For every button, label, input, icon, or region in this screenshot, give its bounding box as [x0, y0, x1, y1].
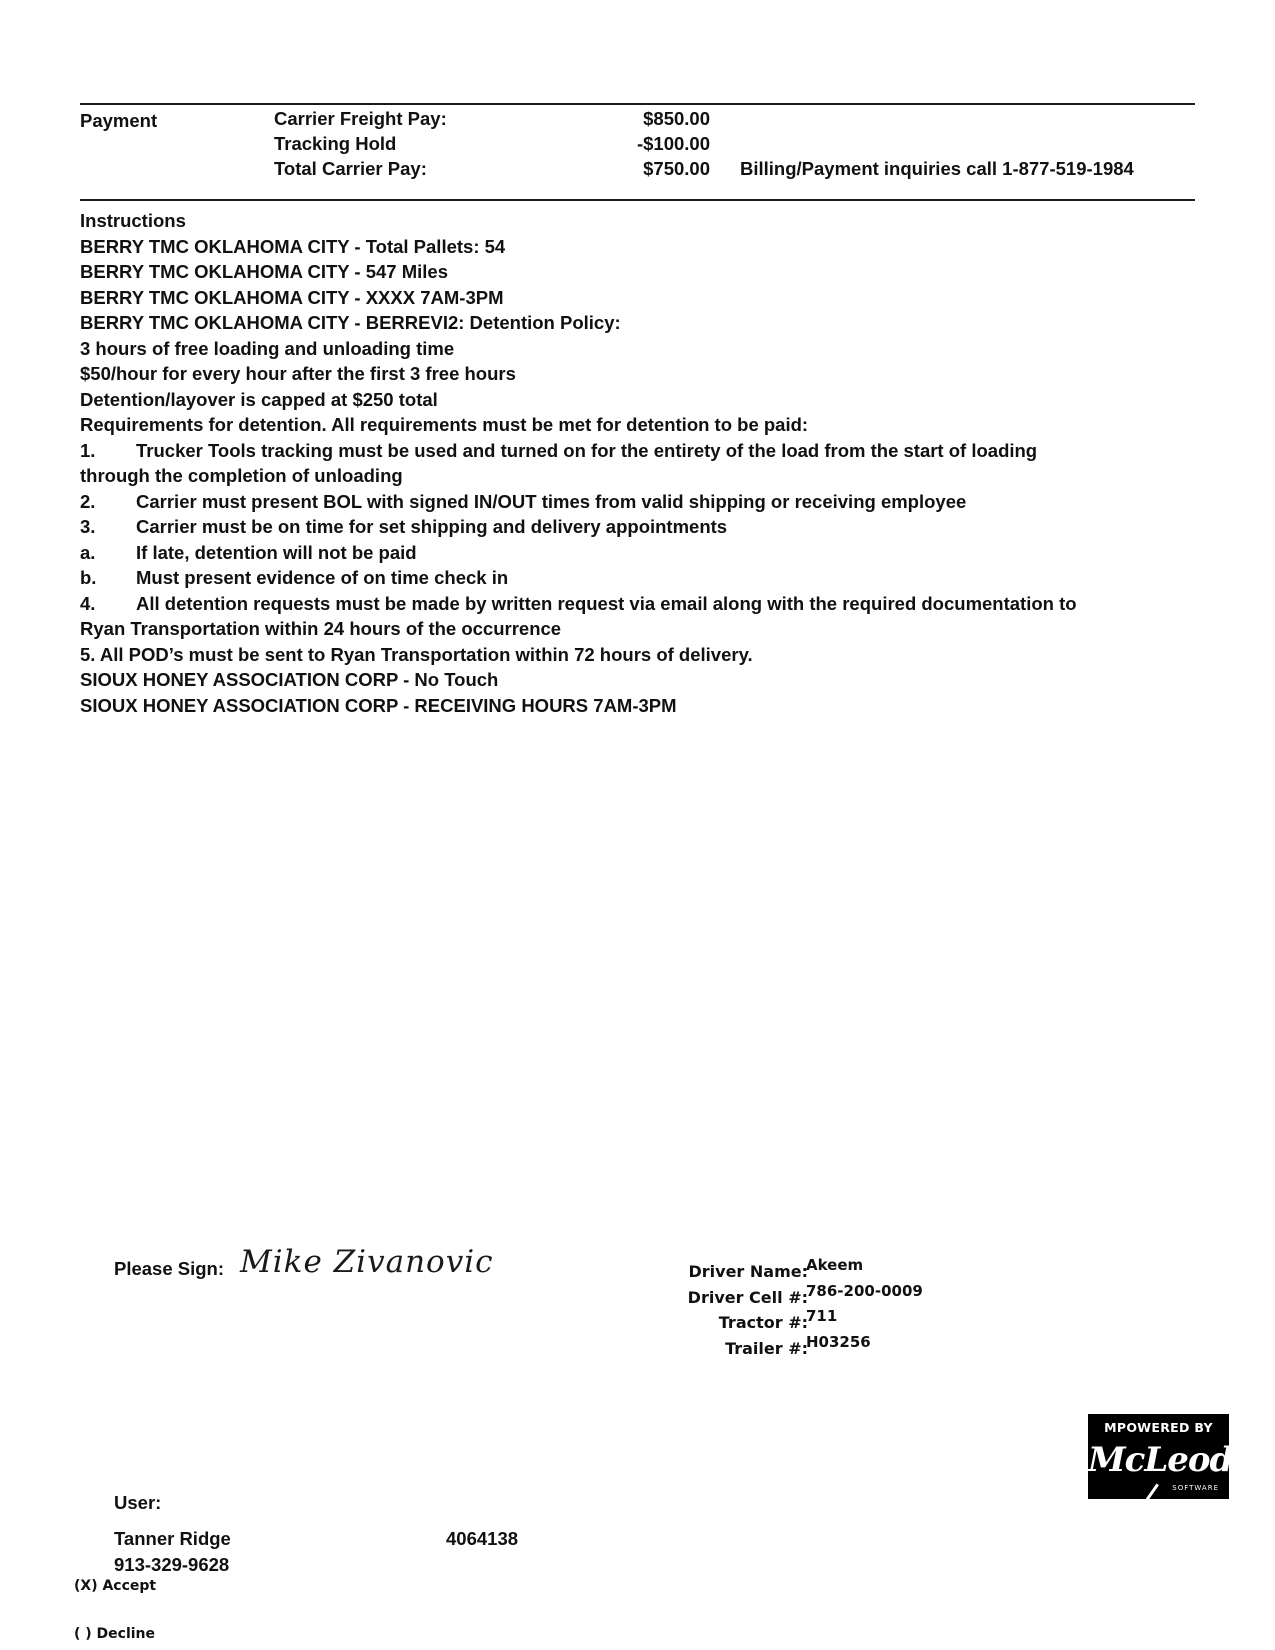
instruction-text: If late, detention will not be paid: [136, 541, 417, 563]
payment-row-name: Carrier Freight Pay:: [274, 108, 447, 129]
instruction-line: [80, 285, 1195, 311]
payment-row-amount: -$100.00: [636, 133, 710, 154]
logo-brand: McLeod: [1088, 1440, 1233, 1480]
instruction-text: BERRY TMC OKLAHOMA CITY - 547 Miles: [80, 261, 448, 282]
instruction-text: 5. All POD’s must be sent to Ryan Transportation within 72 hours of delivery.: [80, 643, 753, 665]
instruction-line: [80, 565, 1195, 591]
accept-option[interactable]: (X) Accept: [74, 1578, 157, 1594]
instruction-text: All detention requests must be made by written request via email along with the required documentation to: [136, 592, 1077, 614]
instruction-text: $50/hour for every hour after the first 3 free hours: [80, 363, 516, 384]
user-name: Tanner Ridge: [114, 1528, 231, 1549]
instruction-text: 3 hours of free loading and unloading time: [80, 337, 455, 359]
instruction-line: [80, 438, 1195, 464]
instruction-line: [80, 412, 1195, 438]
tractor-value: 711: [806, 1307, 838, 1325]
instruction-text: through the completion of unloading: [80, 465, 403, 486]
billing-inquiry-note: Billing/Payment inquiries call 1-877-519-1984: [740, 158, 1134, 179]
instruction-number: 2.: [80, 490, 96, 512]
instruction-number: 4.: [80, 592, 96, 614]
instruction-number: a.: [80, 541, 96, 563]
logo-subtext: SOFTWARE: [1172, 1484, 1219, 1492]
logo-tagline: MPOWERED BY: [1104, 1420, 1213, 1435]
trailer-label: Trailer #:: [725, 1339, 808, 1358]
instruction-line: [80, 667, 1195, 693]
payment-row-name: Total Carrier Pay:: [274, 158, 427, 179]
instruction-text: Detention/layover is capped at $250 total: [80, 388, 438, 410]
instructions-heading: Instructions: [80, 210, 186, 231]
reference-number: 4064138: [446, 1528, 519, 1549]
sign-label: Please Sign:: [114, 1258, 225, 1279]
instruction-number: 3.: [80, 516, 96, 537]
user-label: User:: [114, 1492, 162, 1513]
instruction-line: [80, 693, 1195, 719]
trailer-value: H03256: [806, 1333, 871, 1351]
instruction-text: SIOUX HONEY ASSOCIATION CORP - No Touch: [80, 669, 499, 690]
instruction-line: [80, 259, 1195, 285]
logo-slash-mark: [1145, 1483, 1159, 1501]
driver-cell-value: 786-200-0009: [806, 1282, 923, 1300]
instruction-number: 1.: [80, 439, 96, 461]
instruction-text: Trucker Tools tracking must be used and turned on for the entirety of the load from the start of loading: [136, 439, 1038, 461]
payment-row-name: Tracking Hold: [274, 133, 397, 154]
signature: Mike Zivanovic: [240, 1244, 494, 1280]
driver-cell-label: Driver Cell #:: [687, 1288, 808, 1307]
instruction-number: b.: [80, 567, 97, 588]
instruction-line: [80, 463, 1195, 489]
instruction-line: [80, 616, 1195, 642]
instruction-line: [80, 336, 1195, 362]
payment-row-amount: $750.00: [643, 158, 710, 179]
instruction-line: [80, 489, 1195, 515]
decline-option[interactable]: ( ) Decline: [74, 1626, 156, 1642]
instruction-text: SIOUX HONEY ASSOCIATION CORP - RECEIVING HOURS 7AM-3PM: [80, 694, 677, 716]
driver-name-value: Akeem: [806, 1256, 864, 1274]
instruction-line: [80, 234, 1195, 260]
instruction-line: [80, 591, 1195, 617]
payment-row-amount: $850.00: [643, 108, 710, 129]
instruction-text: BERRY TMC OKLAHOMA CITY - Total Pallets: 54: [80, 235, 506, 257]
instruction-line: [80, 310, 1195, 336]
mcleod-logo: [1088, 1414, 1233, 1499]
instructions-list: [80, 234, 1195, 719]
payment-divider: [80, 199, 1195, 201]
instruction-line: [80, 514, 1195, 540]
instructions-section: [80, 208, 1195, 718]
instruction-line: [80, 540, 1195, 566]
instruction-text: BERRY TMC OKLAHOMA CITY - XXXX 7AM-3PM: [80, 286, 504, 308]
instruction-text: Ryan Transportation within 24 hours of the occurrence: [80, 618, 562, 639]
driver-name-label: Driver Name:: [688, 1262, 808, 1281]
instruction-line: [80, 387, 1195, 413]
payment-label: Payment: [80, 110, 158, 131]
instruction-text: Carrier must be on time for set shipping and delivery appointments: [136, 516, 728, 537]
instruction-text: Requirements for detention. All requirements must be met for detention to be paid:: [80, 414, 809, 435]
top-divider: [80, 103, 1195, 105]
user-phone: 913-329-9628: [114, 1554, 230, 1575]
instruction-text: BERRY TMC OKLAHOMA CITY - BERREVI2: Detention Policy:: [80, 312, 621, 333]
tractor-label: Tractor #:: [718, 1313, 808, 1332]
instruction-text: Carrier must present BOL with signed IN/OUT times from valid shipping or receiving employee: [136, 490, 967, 512]
instruction-line: [80, 642, 1195, 668]
instruction-line: [80, 361, 1195, 387]
instruction-text: Must present evidence of on time check in: [136, 567, 509, 588]
